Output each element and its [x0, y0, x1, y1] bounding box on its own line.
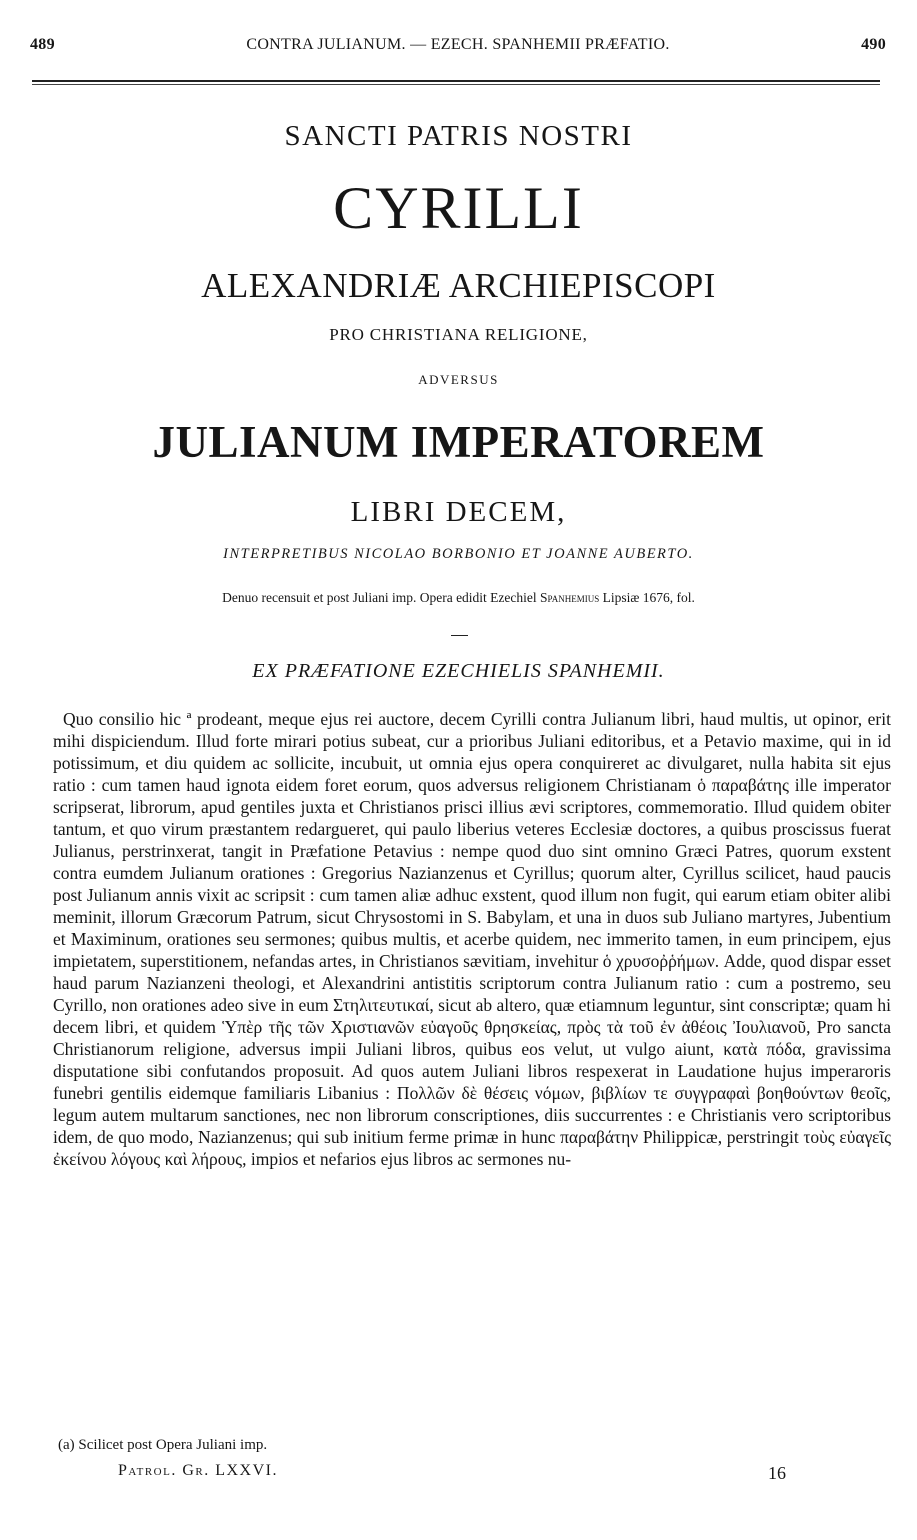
- edition-note-post: Lipsiæ 1676, fol.: [599, 590, 695, 605]
- title-line-4: PRO CHRISTIANA RELIGIONE,: [329, 325, 588, 344]
- running-header: [30, 32, 886, 58]
- body-paragraph: Quo consilio hic ª prodeant, meque ejus rei auctore, decem Cyrilli contra Julianum libri, haud multis, ut opinor, erit mihi dispiciendum. Illud forte mirari potius subeat, cur a prioribus Juliani editoribus, et a Petavio maxime, qui in id potissimum, et diu quidem ac sollicite, incubuit, ut omnia ejus opera conquireret ac divulgaret, nulla habita sit ejus ratio : cum tamen haud ignota eidem foret eorum, quos adversus religionem Christianam ὁ παραβάτης ille imperator scripserat, librorum, apud gentiles juxta et Christianos prisci illius ævi scriptores, commemoratio. Illud quidem obiter tantum, et quo virum præstantem redargueret, qui paulo liberius veteres Ecclesiæ doctores, a quibus proscissus fuerat Julianus, perstrinxerat, tangit in Præfatione Petavius : nempe quod duo sint omnino Græci Patres, quorum exstent contra eumdem Julianum orationes : Gregorius Nazianzenus et Cyrillus; quorum alter, Cyrillus scilicet, haud paucis post Julianum annis vixit ac scripsit : cum tamen aliæ adhuc exstent, quod illum non fugit, qui earum etiam obiter alibi meminit, illorum Græcorum Patrum, sicut Chrysostomi in S. Babylam, et una in duos sub Juliano martyres, Jubentium et Maximinum, orationes seu sermones; quibus multis, et acerbe quidem, nec immerito tamen, in eum principem, ejus impietatem, superstitionem, nefandas artes, in Christianos sævitiam, invehitur ὁ χρυσοῤῥήμων. Adde, quod dispar esset haud parum Nazianzeni theologi, et Alexandrini antistitis scriptorum contra Julianum ratio : cum a postremo, seu Cyrillo, non orationes adeo sive in eum Στηλιτευτικαί, sicut ab altero, quæ etiamnum leguntur, sint conscriptæ; quam hi decem libri, et quidem Ὑπὲρ τῆς τῶν Χριστιανῶν εὐαγοῦς θρησκείας, πρὸς τὰ τοῦ ἐν ἀθέοις Ἰουλιανοῦ, Pro sancta Christianorum religione, adversus impii Juliani libros, quibus eos velut, ut vulgo aiunt, κατὰ πόδα, gravissima disputatione sibi confutandos proposuit. Ad quos autem Juliani libros respexerat in Laudatione hujus imperaroris funebri gentilis eidemque familiaris Libanius : Πολλῶν δὲ θέσεις νόμων, βιβλίων τε συγγραφαὶ βοηθούντων θεοῖς, legum autem multarum sanctiones, nec non librorum conscriptiones, diis succurrentes : e Christianis vero scriptoribus idem, de quo modo, Nazianzenus; qui sub initium ferme primæ in hunc παραβάτην Philippicæ, perstringit τοὺς εὐαγεῖς ἐκείνου λόγους καὶ λήρους, impios et nefarios ejus libros ac sermones nu-: [53, 709, 891, 1169]
- title-interpreters: INTERPRETIBUS NICOLAO BORBONIO ET JOANNE AUBERTO.: [223, 546, 694, 562]
- header-rule: [32, 80, 880, 85]
- signature-mark: Patrol. Gr. LXXVI.: [118, 1462, 278, 1479]
- page-number: 16: [768, 1463, 786, 1483]
- title-line-7: LIBRI DECEM,: [350, 496, 567, 528]
- footnote: (a) Scilicet post Opera Juliani imp.: [58, 1437, 268, 1453]
- title-line-6: JULIANUM IMPERATOREM: [152, 417, 765, 467]
- title-line-1: SANCTI PATRIS NOSTRI: [284, 120, 633, 152]
- section-title: EX PRÆFATIONE EZECHIELIS SPANHEMII.: [252, 660, 665, 682]
- body-text: [53, 708, 891, 1170]
- title-edition-note: [0, 590, 917, 606]
- left-column-number: 489: [30, 36, 55, 53]
- edition-note-pre: Denuo recensuit et post Juliani imp. Opera edidit Ezechiel: [222, 590, 541, 605]
- running-title: CONTRA JULIANUM. — EZECH. SPANHEMII PRÆFATIO.: [246, 36, 670, 53]
- right-column-number: 490: [861, 36, 886, 53]
- title-line-5: ADVERSUS: [418, 372, 499, 387]
- edition-note-name: Spanhemius: [540, 590, 600, 605]
- title-author: CYRILLI: [333, 175, 584, 241]
- separator-dash: [451, 635, 468, 636]
- title-line-3: ALEXANDRIÆ ARCHIEPISCOPI: [201, 266, 716, 305]
